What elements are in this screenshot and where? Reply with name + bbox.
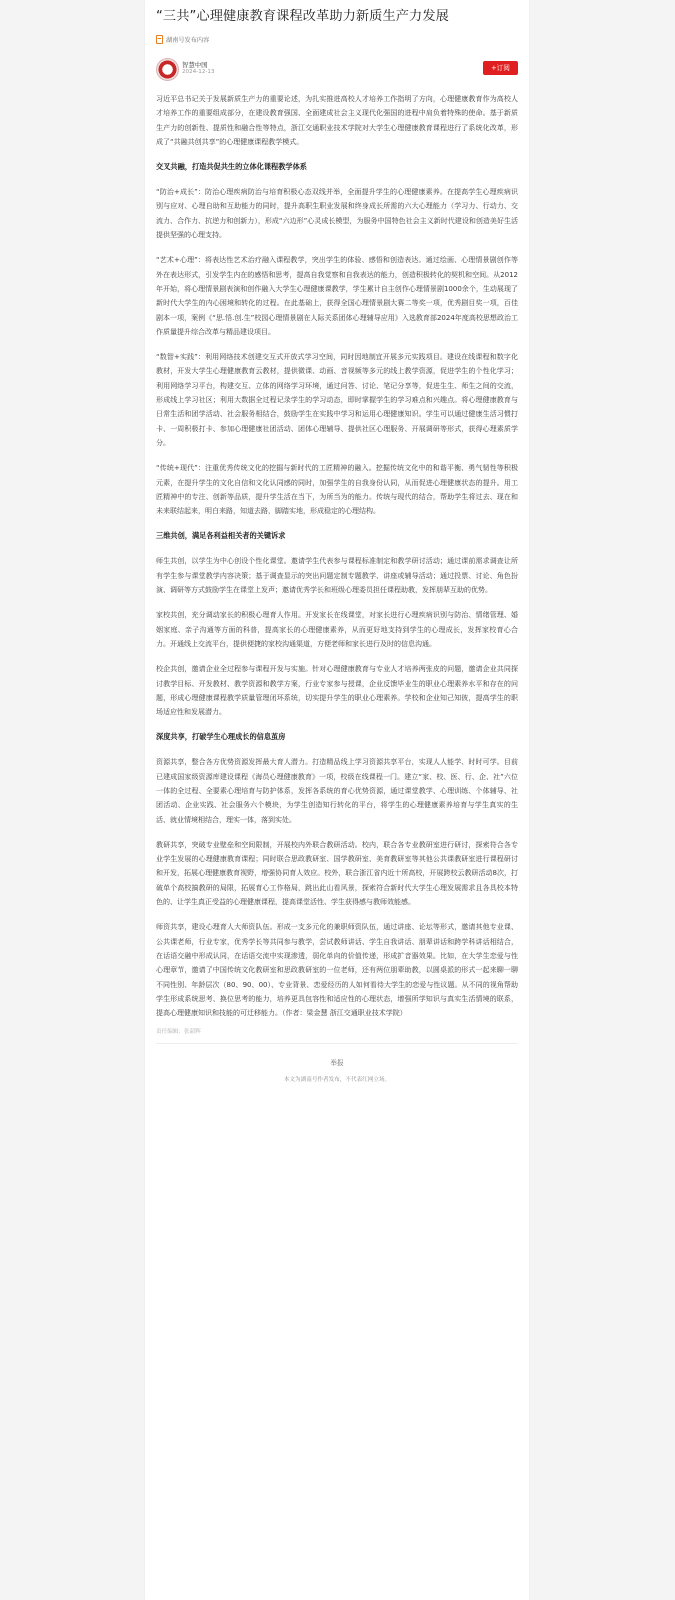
subscribe-button[interactable]: +订阅	[483, 61, 518, 75]
document-icon	[156, 35, 163, 44]
article-content	[145, 0, 529, 1083]
article-paragraph: 资源共享，整合各方优势资源发挥最大育人潜力。打造精品线上学习资源共享平台，实现人人能学、时时可学。目前已建成国家级资源库建设课程《海员心理健康教育》一项，校级在线课程一门。建立“家、校、医、行、企、社”六位一体的全过程、全要素心理培育与防护体系，发挥各系统的育心优势资源，通过课堂教学、心理训练、个体辅导、社团活动、企业实践、社会服务六个模块，为学生创造知行转化的平台，将学生的心理健康素养培育与学生真实的生活、就业情境相结合，理实一体，落到实处。	[156, 758, 518, 824]
source-tag	[156, 34, 518, 44]
section-heading: 交叉共融，打造共促共生的立体化课程教学体系	[156, 162, 307, 172]
article-footer	[156, 1043, 518, 1083]
publish-date: 2024-12-13	[182, 69, 215, 75]
article-paragraph: 家校共创，充分调动家长的积极心理育人作用。开发家长在线课堂，对家长进行心理疾病识别与防治、情绪管理、婚姻家庭、亲子沟通等方面的科普，提高家长的心理健康素养，从而更好地支持到学生的心理成长，发挥家校育心合力。开通线上交流平台，提供便捷的家校沟通渠道，方便老师和家长进行及时的信息沟通。	[156, 611, 518, 648]
article-paragraph: 师资共享，建设心理育人大师资队伍。形成一支多元化的兼职师资队伍，通过讲座、论坛等形式，邀请其他专业课、公共课老师，行业专家，优秀学长等共同参与教学，尝试教师讲话、学生自我讲话、朋辈讲话和跨学科讲话相结合，在话语交融中形成认同，在话语交流中实现渗透，弱化单向的价值传递，形成扩音器效果。比如，在大学生恋爱与性心理章节，邀请了中国传统文化教研室和思政教研室的一位老师，还有两位朋辈助教，以圆桌派的形式一起来聊一聊不同性别、年龄层次（80、90、00）、专业背景、恋爱经历的人如何看待大学生的恋爱与性议题。从不同的视角帮助学生形成系统思考、换位思考的能力，培养更具包容性和适应性的心理状态，增强所学知识与真实生活情境的联系，提高心理健康知识和技能的可迁移能力。（作者：梁金慧 浙江交通职业技术学院）	[156, 923, 518, 1018]
article-body	[156, 92, 518, 1020]
article-paragraph: 习近平总书记关于发展新质生产力的重要论述，为扎实推进高校人才培养工作指明了方向，心理健康教育作为高校人才培养工作的重要组成部分，在建设教育强国、全面建成社会主义现代化强国的进程中肩负着特殊的使命。基于新质生产力的创新性、提质性和融合性等特点，浙江交通职业技术学院对大学生心理健康教育课程进行了系统化改革，形成了“共融共创共享”的心理健康课程教学模式。	[156, 95, 518, 146]
article-page	[145, 0, 529, 1600]
avatar[interactable]	[156, 58, 179, 81]
article-paragraph: “数智+实践”：利用网络技术创建交互式开放式学习空间，同时因地制宜开展多元实践项目。建设在线课程和数字化教材，开发大学生心理健康教育云教材，提供微课、动画、音视频等多元的线上教学资源，促进学生的个性化学习；利用网络学习平台，构建交互、立体的网络学习环境，通过问答、讨论、笔记分享等，促进生生、师生之间的交流，形成线上学习社区；利用大数据全过程记录学生的学习动态，即时掌握学生的学习难点和兴趣点。将心理健康教育与日常生活和团学活动、社会服务相结合，鼓励学生在实践中学习和运用心理健康知识。学生可以通过健康生活习惯打卡、一周积极打卡、参加心理健康社团活动、团体心理辅导、提供社区心理服务、开展调研等形式，获得心理素质学分。	[156, 353, 518, 447]
section-heading: 深度共享，打破学生心理成长的信息茧房	[156, 732, 286, 742]
report-link[interactable]: 举报	[330, 1059, 344, 1068]
article-paragraph: 校企共创，邀请企业全过程参与课程开发与实施。针对心理健康教育与专业人才培养两张皮的问题，邀请企业共同探讨教学目标、开发教材、教学资源和教学方案，行业专家参与授课，企业反馈毕业生的职业心理素养水平和存在的问题，形成心理健康课程教学质量管理闭环系统，切实提升学生的职业心理素养。学校和企业知己知彼，提高学生的职场适应性和发展潜力。	[156, 665, 518, 717]
article-paragraph: “防治+成长”：防治心理疾病防治与培育积极心态双线并举，全面提升学生的心理健康素养。在提高学生心理疾病识别与应对、心理自助和互助能力的同时，提升高职生职业发展和终身成长所需的六大心理能力（学习力、行动力、交流力、合作力、抗逆力和创新力），形成“六边形”心灵成长模型，为服务中国特色社会主义新时代建设和创造美好生活提供坚强的心理支持。	[156, 188, 518, 240]
section-heading: 三维共创，满足各利益相关者的关键诉求	[156, 531, 286, 541]
article-title: “三共”心理健康教育课程改革助力新质生产力发展	[156, 9, 449, 24]
article-paragraph: 师生共创，以学生为中心创设个性化课堂。邀请学生代表参与课程标准制定和教学研讨活动；通过课前需求调查让所有学生参与课堂教学内容决策；基于调查显示的突出问题定制专题教学、讲座或辅导活动；通过投票、讨论、角色扮演、调研等方式鼓励学生在课堂上发声；邀请优秀学长和班级心理委员担任课程助教，发挥朋辈互助的优势。	[156, 557, 518, 595]
source-tag-label: 湖南号发布内容	[166, 36, 210, 44]
article-paragraph: “传统+现代”：注重优秀传统文化的挖掘与新时代的工匠精神的融入。挖掘传统文化中的和谐平衡、勇气韧性等积极元素，在提升学生的文化自信和文化认同感的同时，加强学生的自我身份认同，从而促进心理健康状态的提升。用工匠精神中的专注、创新等品质，提升学生活在当下，为所当为的能力。传统与现代的结合，帮助学生将过去、现在和未来联结起来，明白来路，知道去路，脚踏实地，形成稳定的心理结构。	[156, 464, 518, 516]
author-name[interactable]: 智慧中国	[182, 61, 208, 69]
article-paragraph: 教研共享，突破专业壁垒和空间限制，开展校内外联合教研活动。校内，联合各专业教研室进行研讨，探索符合各专业学生发展的心理健康教育课程；同时联合思政教研室、国学教研室、美育教研室等其他公共课教研室进行课程研讨和开发，拓展心理健康教育视野，增强协同育人效应。校外，联合浙江省内近十所高校，开展跨校云教研活动8次，打破单个高校搞教研的局限，拓展育心工作格局，跳出此山看风景，探索符合新时代大学生心理发展需求且各具校本特色的、让学生真正受益的心理健康课程，提高课堂活性、学生获得感与教师效能感。	[156, 840, 518, 907]
disclaimer: 本文为湖南号作者发布，不代表红网立场。	[283, 1077, 391, 1084]
author-row	[156, 58, 518, 84]
article-paragraph: “艺术+心理”：将表达性艺术治疗融入课程教学，突出学生的体验、感悟和创造表达。通过绘画、心理情景剧创作等外在表达形式，引发学生内在的感悟和思考，提高自我觉察和自我表达的能力，创造积极转化的契机和空间。从2012年开始，将心理情景剧表演和创作融入大学生心理健康课教学，学生累计自主创作心理情景剧1000余个，生动展现了新时代大学生的内心困境和转化的过程。在此基础上，获得全国心理情景剧大赛二等奖一项，优秀剧目奖一项，百佳剧本一项，案例《“思.悟.创.生”校园心理情景剧在人际关系团体心理辅导应用》入选教育部2024年度高校思想政治工作质量提升综合改革与精品建设项目。	[156, 256, 518, 336]
editor-line: 责任编辑：张韶辉	[156, 1029, 201, 1036]
